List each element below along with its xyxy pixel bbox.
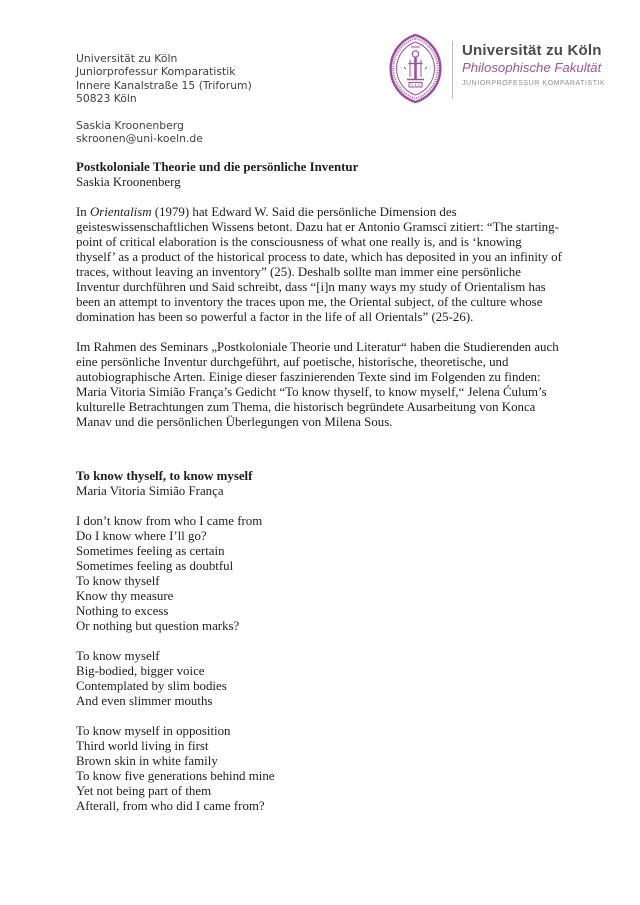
- spacer: [76, 430, 562, 469]
- article-author: Saskia Kroonenberg: [76, 175, 181, 189]
- poem-line: To know myself in opposition: [76, 724, 231, 738]
- para1-text-run: In: [76, 205, 90, 219]
- poem-line: Yet not being part of them: [76, 784, 212, 798]
- logo-divider: [452, 41, 453, 99]
- poem-stanza-2: [76, 649, 562, 709]
- paragraph-line: point of critical elaboration is the consciousness of what one really is, and is ‘knowing: [76, 235, 522, 249]
- paragraph-line: domination has been so powerful a factor in the life of all Orientals” (25-26).: [76, 310, 474, 324]
- poem-line: Contemplated by slim bodies: [76, 679, 227, 693]
- paragraph-line: Inventur durchführen und Said schreibt, dass “[i]n many ways my study of Orientalism has: [76, 280, 546, 294]
- poem-author: Maria Vitoria Simião França: [76, 484, 224, 498]
- sender-address-lines: [76, 52, 252, 106]
- poem-line: Nothing to excess: [76, 604, 169, 618]
- sender-address-line: Universität zu Köln: [76, 52, 178, 65]
- poem-line: Do I know where I’ll go?: [76, 529, 207, 543]
- paragraph-line: geisteswissenschaftlichen Wissens betont. Dazu hat er Antonio Gramsci zitiert: “The starting-: [76, 220, 559, 234]
- paragraph-line: thyself’ as a product of the historical process to date, which has deposited in you an infinity of: [76, 250, 562, 264]
- university-logo: [387, 33, 605, 104]
- spacer: [76, 499, 562, 514]
- paragraph-1-first-line: [76, 205, 562, 220]
- poem-line: Afterall, from who did I came from?: [76, 799, 265, 813]
- poem-line: I don’t know from who I came from: [76, 514, 263, 528]
- spacer: [76, 634, 562, 649]
- poem-line: Brown skin in white family: [76, 754, 218, 768]
- article-title: Postkoloniale Theorie und die persönliche Inventur: [76, 160, 359, 174]
- sender-contact-lines: [76, 119, 252, 146]
- poem-line: And even slimmer mouths: [76, 694, 213, 708]
- sender-address-block: [76, 52, 252, 146]
- paragraph-line: autobiographische Arten. Einige dieser faszinierenden Texte sind im Folgenden zu finden:: [76, 370, 541, 384]
- spacer: [76, 190, 562, 205]
- poem-line: Sometimes feeling as certain: [76, 544, 225, 558]
- poem-line: Know thy measure: [76, 589, 174, 603]
- paragraph-2: [76, 340, 562, 430]
- logo-faculty-name: Philosophische Fakultät: [462, 60, 602, 75]
- paragraph-line: been an attempt to inventory the traces upon me, the Oriental subject, of the culture whose: [76, 295, 543, 309]
- paragraph-line: traces, without leaving an inventory” (25). Deshalb sollte man immer eine persönliche: [76, 265, 521, 279]
- poem-line: Sometimes feeling as doubtful: [76, 559, 234, 573]
- poem-line: To know five generations behind mine: [76, 769, 275, 783]
- sender-address-line: Juniorprofessur Komparatistik: [76, 65, 236, 79]
- spacer: [76, 106, 252, 119]
- paragraph-line: kulturelle Betrachtungen zum Thema, die historisch begründete Ausarbeitung von Konca: [76, 400, 536, 414]
- poem-line: Big-bodied, bigger voice: [76, 664, 205, 678]
- poem-line: Third world living in first: [76, 739, 209, 753]
- spacer: [76, 325, 562, 340]
- spacer: [76, 709, 562, 724]
- logo-text-block: [462, 33, 605, 87]
- logo-university-name: Universität zu Köln: [462, 42, 602, 59]
- paragraph-line: Im Rahmen des Seminars „Postkoloniale Theorie und Literatur“ haben die Studierenden auch: [76, 340, 559, 354]
- sender-contact-line: skroonen@uni-koeln.de: [76, 132, 203, 146]
- poem-stanza-3: [76, 724, 562, 814]
- university-seal-icon: [387, 33, 444, 104]
- poem-line: To know myself: [76, 649, 160, 663]
- paragraph-line: Manav und die persönlichen Überlegungen von Milena Sous.: [76, 415, 393, 429]
- poem-line: Or nothing but question marks?: [76, 619, 240, 633]
- logo-department-name: JUNIORPROFESSUR KOMPARATISTIK: [462, 80, 606, 87]
- para1-text-run: (1979) hat Edward W. Said die persönliche Dimension des: [151, 205, 457, 219]
- paragraph-1: [76, 220, 562, 325]
- poem-title: To know thyself, to know myself: [76, 469, 253, 483]
- paragraph-line: Maria Vitoria Simião França’s Gedicht “To know thyself, to know myself,“ Jelena Ćulum’s: [76, 385, 547, 399]
- para1-italic-run: Orientalism: [89, 205, 152, 219]
- paragraph-line: eine persönliche Inventur durchgeführt, auf poetische, historische, theoretische, und: [76, 355, 509, 369]
- sender-address-line: Innere Kanalstraße 15 (Triforum): [76, 78, 252, 92]
- article-body: [76, 160, 562, 814]
- sender-address-line: 50823 Köln: [76, 92, 137, 106]
- poem-stanza-1: [76, 514, 562, 634]
- sender-contact-line: Saskia Kroonenberg: [76, 118, 184, 132]
- poem-line: To know thyself: [76, 574, 160, 588]
